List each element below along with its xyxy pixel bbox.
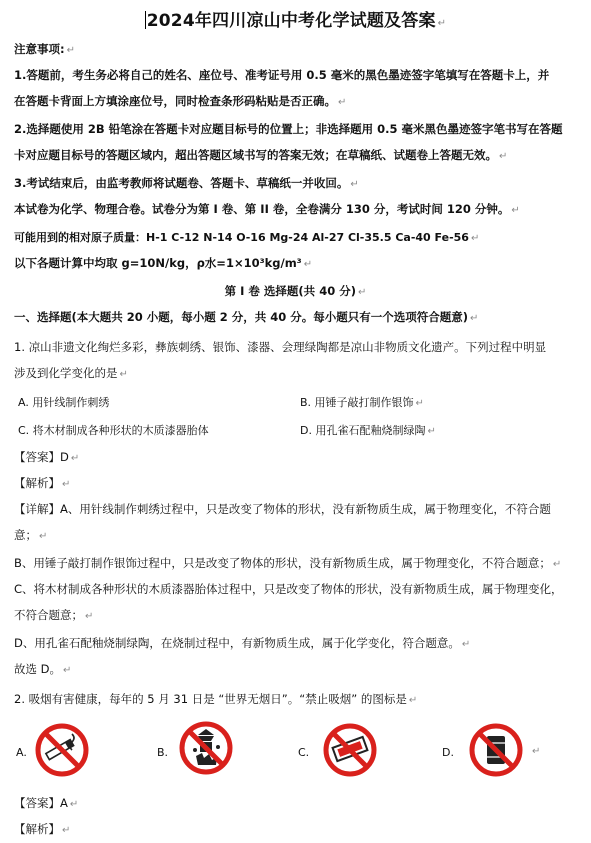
q1-answer: 【答案】D ↵	[14, 450, 80, 464]
q2-analysis-label: 【解析】 ↵	[14, 822, 71, 836]
q1-detail-b: B、用锤子敲打制作银饰过程中，只是改变了物体的形状，没有新物质生成，属于物理变化，不符合题意； ↵	[14, 556, 562, 570]
atomic-mass-line: 可能用到的相对原子质量：H-1 C-12 N-14 O-16 Mg-24 Al-27 Cl-35.5 Ca-40 Fe-56 ↵	[14, 231, 480, 244]
document-page: 2024年四川凉山中考化学试题及答案 ↵ 注意事项: ↵ 1.答题前，考生务必将自己的姓名、座位号、准考证号用 0.5 毫米的黑色墨迹签字笔填写在答题卡上，并 在答题卡背面上方填涂座位号，同时检查条形码粘贴是否正确。 ↵ 2.选择题使用 2B 铅笔涂在答题卡对应题目标号的位置上；非选择题用 0.5 毫米黑色墨迹签字笔书写在答题 卡对应题目标号的答题区域内，超出答题区域书写的答案无效；在草稿纸、试题卷上答题无效。 ↵ 3.考试结束后，由监考教师将试题卷、答题卡、草稿纸一并收回。 ↵ 本试卷为化学、物理合卷。试卷分为第 I 卷、第 II 卷，全卷满分 130 分，考试时间 120 分钟。 ↵ 可能用到的相对原子质量：H-1 C-12 N-14 O-16 Mg-24 Al-27 Cl-35.5 Ca-40 Fe-56 ↵ 以下各题计算中均取 g=10N/kg，ρ水=1×10³kg/m³ ↵ 第 I 卷 选择题(共 40 分) ↵ 一、选择题(本大题共 20 小题，每小题 2 分，共 40 分。每小题只有一个选项符合题意) ↵ 1. 凉山非遗文化绚烂多彩，彝族刺绣、银饰、漆器、会理绿陶都是凉山非物质文化遗产。下列过程中明显 涉及到化学变化的是 ↵ A. 用针线制作刺绣 B. 用锤子敲打制作银饰 ↵ C. 将木材制成各种形状的木质漆器胎体 D. 用孔雀石配釉烧制绿陶 ↵ 【答案】D ↵ 【解析】 ↵ 【详解】A、用针线制作刺绣过程中，只是改变了物体的形状，没有新物质生成，属于物理变化，不符合题 意； ↵ B、用锤子敲打制作银饰过程中，只是改变了物体的形状，没有新物质生成，属于物理变化，不符合题意； ↵ C、将木材制成各种形状的木质漆器胎体过程中，只是改变了物体的形状，没有新物质生成，属于物理变化， 不符合题意； ↵ D、用孔雀石配釉烧制绿陶，在烧制过程中，有新物质生成，属于化学变化，符合题意。 ↵ 故选 D。 ↵ 2. 吸烟有害健康，每年的 5 月 31 日是 “世界无烟日”。“禁止吸烟” 的图标是 ↵ A. B. C. D. ↵ 【答案】A ↵ 【解析】 ↵	[0, 0, 591, 843]
q2-option-a-label: A.	[16, 746, 27, 759]
exam-composition: 本试卷为化学、物理合卷。试卷分为第 I 卷、第 II 卷，全卷满分 130 分，考试时间 120 分钟。 ↵	[14, 202, 520, 216]
q1-analysis-label: 【解析】 ↵	[14, 476, 71, 490]
notice-item-1-cont: 在答题卡背面上方填涂座位号，同时检查条形码粘贴是否正确。 ↵	[14, 94, 347, 108]
q1-conclusion: 故选 D。 ↵	[14, 662, 72, 676]
no-fuel-barrel-icon	[466, 722, 526, 778]
q1-option-d: D. 用孔雀石配釉烧制绿陶 ↵	[300, 424, 436, 437]
q1-stem: 1. 凉山非遗文化绚烂多彩，彝族刺绣、银饰、漆器、会理绿陶都是凉山非物质文化遗产。下列过程中明显	[14, 340, 547, 354]
notice-item-2: 2.选择题使用 2B 铅笔涂在答题卡对应题目标号的位置上；非选择题用 0.5 毫米黑色墨迹签字笔书写在答题	[14, 122, 563, 136]
q1-detail-c-cont: 不符合题意； ↵	[14, 608, 94, 622]
constants-line: 以下各题计算中均取 g=10N/kg，ρ水=1×10³kg/m³ ↵	[14, 256, 313, 270]
notice-item-2-cont: 卡对应题目标号的答题区域内，超出答题区域书写的答案无效；在草稿纸、试题卷上答题无效。 ↵	[14, 148, 508, 162]
q1-option-a: A. 用针线制作刺绣	[18, 396, 110, 409]
document-title: 2024年四川凉山中考化学试题及答案 ↵	[146, 11, 447, 31]
notice-item-1: 1.答题前，考生务必将自己的姓名、座位号、准考证号用 0.5 毫米的黑色墨迹签字笔填写在答题卡上，并	[14, 68, 550, 82]
no-matches-icon	[320, 722, 380, 778]
q2-stem: 2. 吸烟有害健康，每年的 5 月 31 日是 “世界无烟日”。“禁止吸烟” 的图标是 ↵	[14, 692, 418, 706]
part1-heading: 一、选择题(本大题共 20 小题，每小题 2 分，共 40 分。每小题只有一个选项符合题意) ↵	[14, 310, 479, 324]
q2-option-c-label: C.	[298, 746, 310, 759]
q1-detail-c: C、将木材制成各种形状的木质漆器胎体过程中，只是改变了物体的形状，没有新物质生成，属于物理变化，	[14, 582, 563, 596]
notice-heading: 注意事项: ↵	[14, 42, 75, 56]
q2-answer: 【答案】A ↵	[14, 796, 79, 810]
section-title: 第 I 卷 选择题(共 40 分) ↵	[224, 284, 367, 298]
q2-option-b-label: B.	[157, 746, 169, 759]
notice-item-3: 3.考试结束后，由监考教师将试题卷、答题卡、草稿纸一并收回。 ↵	[14, 176, 359, 190]
q2-option-d-label: D.	[442, 746, 454, 759]
q1-detail-a: 【详解】A、用针线制作刺绣过程中，只是改变了物体的形状，没有新物质生成，属于物理变化，不符合题	[14, 502, 551, 516]
q1-option-b: B. 用锤子敲打制作银饰 ↵	[300, 396, 424, 409]
text-cursor	[145, 11, 146, 29]
no-smoking-icon	[32, 722, 92, 778]
q1-stem-cont: 涉及到化学变化的是 ↵	[14, 366, 128, 380]
q1-option-c: C. 将木材制成各种形状的木质漆器胎体	[18, 424, 209, 437]
q1-detail-d: D、用孔雀石配釉烧制绿陶，在烧制过程中，有新物质生成，属于化学变化，符合题意。 ↵	[14, 636, 471, 650]
no-littering-icon	[176, 720, 236, 776]
q1-detail-a-cont: 意； ↵	[14, 528, 48, 542]
